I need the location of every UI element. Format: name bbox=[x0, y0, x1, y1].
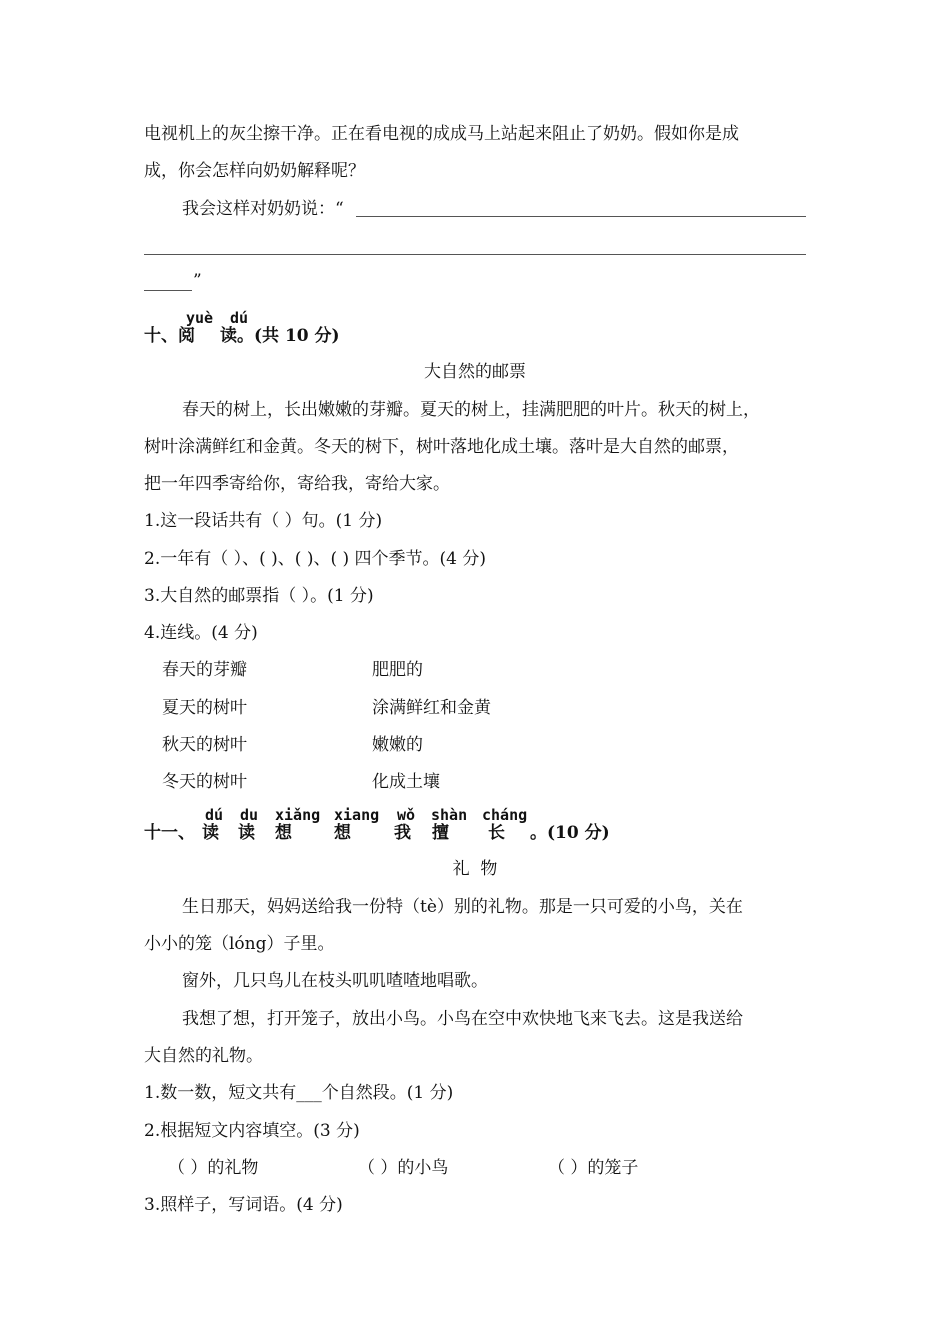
heading-char-wo: 我 bbox=[394, 823, 411, 843]
question-1: 1.这一段话共有（ ）句。(1 分) bbox=[144, 511, 383, 531]
match-right-item[interactable]: 嫩嫩的 bbox=[372, 735, 423, 755]
pinyin-du-2: du bbox=[240, 806, 259, 824]
match-left-item[interactable]: 夏天的树叶 bbox=[162, 698, 247, 718]
passage-line: 把一年四季寄给你，寄给我，寄给大家。 bbox=[144, 474, 450, 494]
answer-prompt: 我会这样对奶奶说：“ bbox=[182, 199, 344, 219]
pinyin-chang: cháng bbox=[482, 806, 528, 824]
match-right-item[interactable]: 涂满鲜红和金黄 bbox=[372, 698, 491, 718]
heading-char-du: 读 bbox=[220, 326, 237, 346]
fill-blank-cage[interactable]: （ ）的笼子 bbox=[548, 1158, 639, 1178]
fill-blank-gift[interactable]: （ ）的礼物 bbox=[168, 1158, 259, 1178]
answer-line-3[interactable] bbox=[144, 290, 192, 291]
passage-line: 树叶涂满鲜红和金黄。冬天的树下，树叶落地化成土壤。落叶是大自然的邮票， bbox=[144, 437, 739, 457]
section-11-number: 十一、 bbox=[144, 823, 195, 843]
gift-question-2: 2.根据短文内容填空。(3 分) bbox=[144, 1121, 360, 1141]
answer-line-1[interactable] bbox=[356, 216, 806, 217]
question-2: 2.一年有（ ）、( )、( )、( ) 四个季节。(4 分) bbox=[144, 549, 487, 569]
match-left-item[interactable]: 秋天的树叶 bbox=[162, 735, 247, 755]
fill-blank-bird[interactable]: （ ）的小鸟 bbox=[358, 1158, 449, 1178]
match-right-item[interactable]: 化成土壤 bbox=[372, 772, 440, 792]
pinyin-xiang-1: xiǎng bbox=[275, 806, 321, 824]
gift-passage-line: 大自然的礼物。 bbox=[144, 1046, 263, 1066]
section-11-score: 。(10 分) bbox=[530, 823, 610, 843]
match-left-item[interactable]: 春天的芽瓣 bbox=[162, 660, 247, 680]
passage-line: 春天的树上，长出嫩嫩的芽瓣。夏天的树上，挂满肥肥的叶片。秋天的树上， bbox=[182, 400, 760, 420]
prev-question-line-2: 成，你会怎样向奶奶解释呢？ bbox=[144, 161, 365, 181]
heading-char-chang: 长 bbox=[488, 823, 505, 843]
gift-question-3: 3.照样子，写词语。(4 分) bbox=[144, 1195, 343, 1215]
passage-title-gift: 礼 物 bbox=[452, 859, 498, 879]
answer-line-2[interactable] bbox=[144, 254, 806, 255]
prev-question-line-1: 电视机上的灰尘擦干净。正在看电视的成成马上站起来阻止了奶奶。假如你是成 bbox=[144, 124, 739, 144]
pinyin-du: dú bbox=[230, 309, 249, 327]
heading-char-xiang-2: 想 bbox=[334, 823, 351, 843]
gift-question-1: 1.数一数，短文共有___个自然段。(1 分) bbox=[144, 1083, 454, 1103]
gift-passage-line: 生日那天，妈妈送给我一份特（tè）别的礼物。那是一只可爱的小鸟，关在 bbox=[182, 897, 743, 917]
section-10-number: 十、 bbox=[144, 326, 178, 346]
pinyin-yue: yuè bbox=[186, 309, 214, 327]
section-10-score: 。(共 10 分) bbox=[237, 326, 340, 346]
question-4: 4.连线。(4 分) bbox=[144, 623, 258, 643]
heading-char-du-1: 读 bbox=[202, 823, 219, 843]
passage-title-stamps: 大自然的邮票 bbox=[424, 362, 526, 382]
match-left-item[interactable]: 冬天的树叶 bbox=[162, 772, 247, 792]
question-3: 3.大自然的邮票指（ ）。(1 分) bbox=[144, 586, 374, 606]
gift-passage-line: 窗外，几只鸟儿在枝头叽叽喳喳地唱歌。 bbox=[182, 971, 488, 991]
closing-quote: ” bbox=[193, 271, 202, 291]
gift-passage-line: 小小的笼（lóng）子里。 bbox=[144, 934, 335, 954]
heading-char-xiang-1: 想 bbox=[275, 823, 292, 843]
heading-char-du-2: 读 bbox=[238, 823, 255, 843]
pinyin-du-1: dú bbox=[205, 806, 224, 824]
pinyin-xiang-2: xiang bbox=[334, 806, 380, 824]
gift-passage-line: 我想了想，打开笼子，放出小鸟。小鸟在空中欢快地飞来飞去。这是我送给 bbox=[182, 1009, 743, 1029]
heading-char-yue: 阅 bbox=[178, 326, 195, 346]
heading-char-shan: 擅 bbox=[432, 823, 449, 843]
section-10-heading bbox=[144, 325, 340, 347]
match-right-item[interactable]: 肥肥的 bbox=[372, 660, 423, 680]
pinyin-wo: wǒ bbox=[397, 806, 416, 824]
pinyin-shan: shàn bbox=[431, 806, 468, 824]
